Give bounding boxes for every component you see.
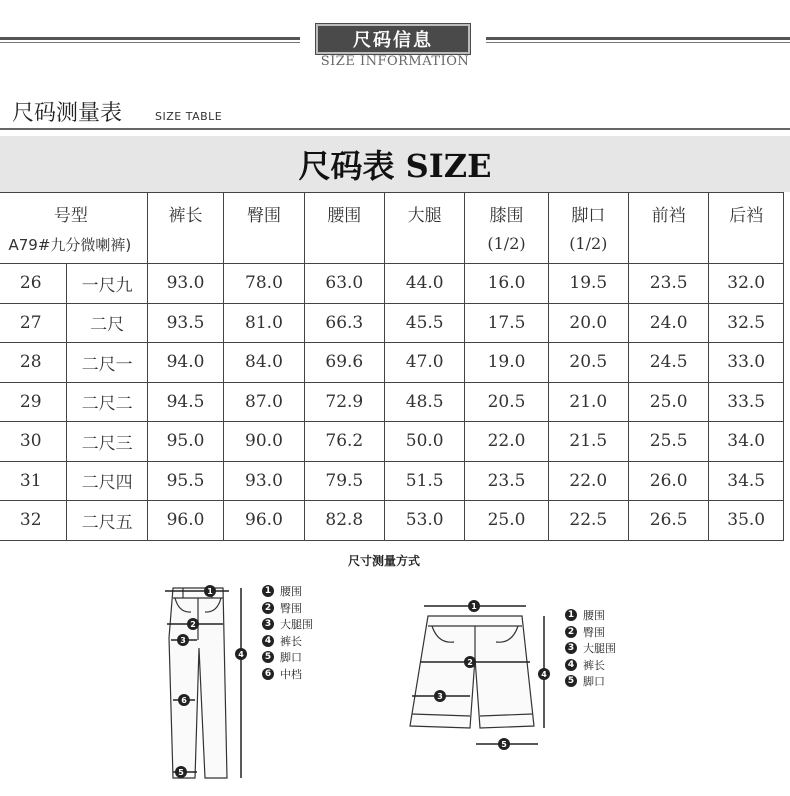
table-row: [0, 422, 784, 462]
header-cell: 脚口 (1/2): [548, 193, 628, 264]
pants-legend: [262, 583, 313, 682]
value-cell: 33.0: [709, 343, 784, 383]
banner-rule-left-thin: [0, 42, 300, 43]
value-cell: 95.0: [147, 422, 224, 462]
value-cell: 17.5: [465, 303, 548, 343]
header-cell: 后裆: [709, 193, 784, 264]
header-model: [0, 193, 147, 264]
size-name-cell: 二尺四: [67, 461, 147, 501]
value-cell: 21.0: [548, 382, 628, 422]
value-cell: 26.5: [629, 501, 709, 541]
table-row: [0, 264, 784, 304]
banner-rule-right: [486, 37, 790, 40]
header-model-label: 号型: [53, 206, 88, 226]
table-body: [0, 264, 784, 541]
size-cell: 26: [0, 264, 67, 304]
table-title-band: [0, 136, 790, 192]
header-cell: 裤长: [147, 193, 224, 264]
section-title: 尺码测量表: [12, 101, 123, 126]
value-cell: 82.8: [304, 501, 384, 541]
value-cell: 25.5: [629, 422, 709, 462]
value-cell: 94.0: [147, 343, 224, 383]
value-cell: 20.5: [548, 343, 628, 383]
value-cell: 35.0: [709, 501, 784, 541]
value-cell: 24.0: [629, 303, 709, 343]
value-cell: 23.5: [629, 264, 709, 304]
svg-text:3: 3: [437, 692, 443, 701]
legend-item: 2 臀围: [262, 600, 313, 617]
value-cell: 95.5: [147, 461, 224, 501]
size-cell: 28: [0, 343, 67, 383]
page-banner-subtitle: SIZE INFORMATION: [320, 54, 470, 69]
value-cell: 93.0: [224, 461, 304, 501]
value-cell: 93.5: [147, 303, 224, 343]
value-cell: 26.0: [629, 461, 709, 501]
value-cell: 24.5: [629, 343, 709, 383]
svg-text:2: 2: [467, 658, 473, 667]
value-cell: 93.0: [147, 264, 224, 304]
table-row: [0, 343, 784, 383]
svg-text:3: 3: [180, 636, 186, 645]
value-cell: 23.5: [465, 461, 548, 501]
table-header-row: [0, 193, 784, 264]
value-cell: 25.0: [629, 382, 709, 422]
size-name-cell: 二尺一: [67, 343, 147, 383]
legend-item: 4 裤长: [565, 657, 616, 674]
value-cell: 76.2: [304, 422, 384, 462]
shorts-legend: [565, 607, 616, 690]
header-cell: 膝围 (1/2): [465, 193, 548, 264]
legend-item: 5 脚口: [565, 673, 616, 690]
value-cell: 34.0: [709, 422, 784, 462]
legend-item: 4 裤长: [262, 633, 313, 650]
value-cell: 48.5: [385, 382, 465, 422]
header-cell: 前裆: [629, 193, 709, 264]
value-cell: 20.0: [548, 303, 628, 343]
value-cell: 96.0: [147, 501, 224, 541]
value-cell: 78.0: [224, 264, 304, 304]
banner-rule-left: [0, 37, 300, 40]
value-cell: 90.0: [224, 422, 304, 462]
value-cell: 81.0: [224, 303, 304, 343]
value-cell: 51.5: [385, 461, 465, 501]
value-cell: 44.0: [385, 264, 465, 304]
value-cell: 96.0: [224, 501, 304, 541]
value-cell: 69.6: [304, 343, 384, 383]
legend-item: 3 大腿围: [262, 616, 313, 633]
size-cell: 27: [0, 303, 67, 343]
value-cell: 22.0: [465, 422, 548, 462]
value-cell: 16.0: [465, 264, 548, 304]
size-name-cell: 一尺九: [67, 264, 147, 304]
value-cell: 32.0: [709, 264, 784, 304]
value-cell: 79.5: [304, 461, 384, 501]
value-cell: 34.5: [709, 461, 784, 501]
svg-text:1: 1: [207, 587, 213, 596]
table-row: [0, 303, 784, 343]
legend-item: 1 腰围: [565, 607, 616, 624]
value-cell: 87.0: [224, 382, 304, 422]
measurement-title: 尺寸测量方式: [348, 554, 421, 568]
value-cell: 25.0: [465, 501, 548, 541]
value-cell: 63.0: [304, 264, 384, 304]
legend-item: 6 中档: [262, 666, 313, 683]
header-cell: 臀围: [224, 193, 304, 264]
value-cell: 72.9: [304, 382, 384, 422]
size-name-cell: 二尺五: [67, 501, 147, 541]
shorts-diagram: [404, 596, 556, 756]
value-cell: 21.5: [548, 422, 628, 462]
svg-text:5: 5: [178, 768, 184, 777]
value-cell: 19.5: [548, 264, 628, 304]
banner-rule-right-thin: [486, 42, 790, 43]
svg-text:6: 6: [181, 696, 187, 705]
legend-item: 1 腰围: [262, 583, 313, 600]
svg-text:5: 5: [501, 740, 507, 749]
value-cell: 45.5: [385, 303, 465, 343]
value-cell: 22.0: [548, 461, 628, 501]
legend-item: 2 臀围: [565, 624, 616, 641]
svg-text:4: 4: [541, 670, 547, 679]
size-cell: 32: [0, 501, 67, 541]
value-cell: 66.3: [304, 303, 384, 343]
pants-diagram: [165, 578, 257, 788]
value-cell: 50.0: [385, 422, 465, 462]
header-cell: 腰围: [304, 193, 384, 264]
value-cell: 32.5: [709, 303, 784, 343]
size-name-cell: 二尺: [67, 303, 147, 343]
table-row: [0, 461, 784, 501]
svg-text:2: 2: [190, 620, 196, 629]
size-table: [0, 192, 784, 541]
legend-item: 5 脚口: [262, 649, 313, 666]
value-cell: 22.5: [548, 501, 628, 541]
table-title: 尺码表 SIZE: [298, 147, 492, 185]
value-cell: 19.0: [465, 343, 548, 383]
page-banner-title: 尺码信息: [316, 24, 470, 54]
value-cell: 47.0: [385, 343, 465, 383]
size-cell: 30: [0, 422, 67, 462]
size-name-cell: 二尺三: [67, 422, 147, 462]
value-cell: 33.5: [709, 382, 784, 422]
section-divider: [0, 128, 790, 130]
svg-text:1: 1: [471, 602, 477, 611]
value-cell: 84.0: [224, 343, 304, 383]
legend-item: 3 大腿围: [565, 640, 616, 657]
value-cell: 94.5: [147, 382, 224, 422]
size-cell: 29: [0, 382, 67, 422]
svg-text:4: 4: [238, 650, 244, 659]
size-cell: 31: [0, 461, 67, 501]
value-cell: 53.0: [385, 501, 465, 541]
size-name-cell: 二尺二: [67, 382, 147, 422]
table-row: [0, 382, 784, 422]
value-cell: 20.5: [465, 382, 548, 422]
header-cell: 大腿: [385, 193, 465, 264]
header-model-name: A79#九分微喇裤): [8, 236, 132, 254]
table-row: [0, 501, 784, 541]
section-subtitle: SIZE TABLE: [155, 110, 223, 123]
